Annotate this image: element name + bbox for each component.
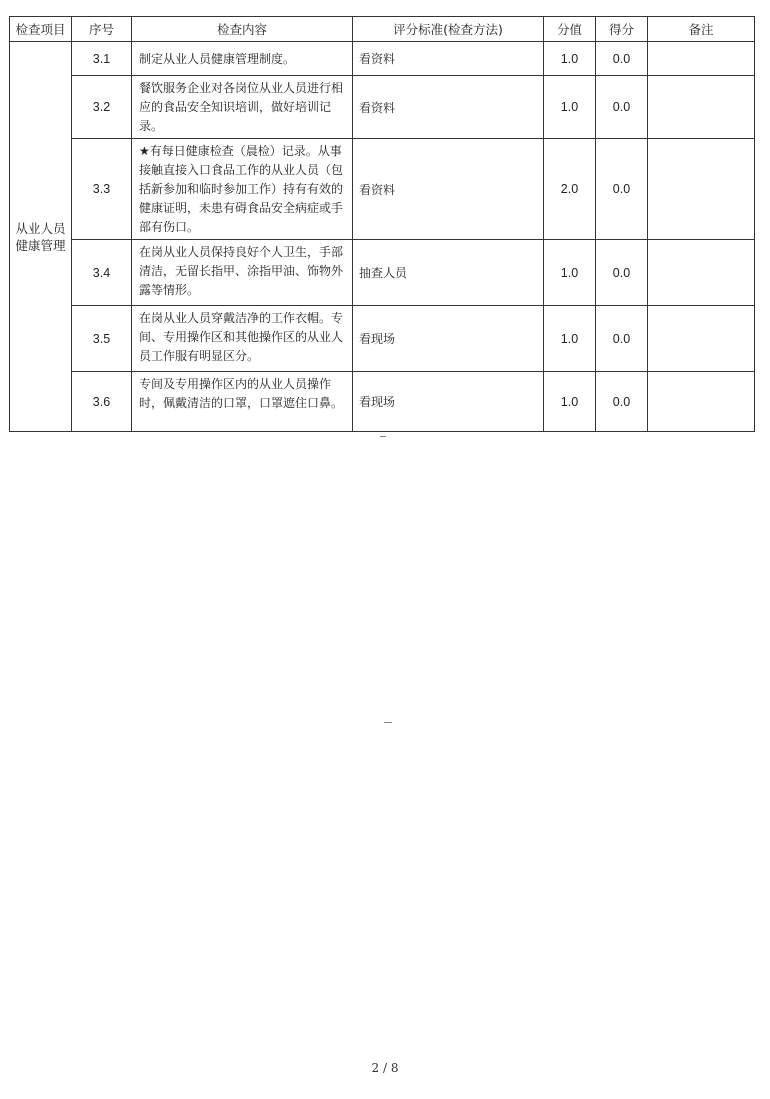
header-row	[10, 17, 755, 42]
row-method: 抽查人员	[353, 240, 544, 306]
row-score: 1.0	[544, 240, 596, 306]
row-content: 制定从业人员健康管理制度。	[132, 42, 353, 76]
row-got: 0.0	[596, 76, 648, 139]
category-line-2: 健康管理	[15, 237, 66, 253]
row-content: ★有每日健康检查（晨检）记录。从事接触直接入口食品工作的从业人员（包括新参加和临时参加工作）持有有效的健康证明，未患有碍食品安全病症或手部有伤口。	[132, 139, 353, 240]
header-note: 备注	[648, 17, 755, 42]
row-got: 0.0	[596, 306, 648, 372]
row-method: 看现场	[353, 372, 544, 432]
row-got: 0.0	[596, 42, 648, 76]
row-content: 在岗从业人员保持良好个人卫生，手部清洁，无留长指甲、涂指甲油、饰物外露等情形。	[132, 240, 353, 306]
row-score: 1.0	[544, 306, 596, 372]
header-category: 检查项目	[10, 17, 72, 42]
row-number: 3.1	[72, 42, 132, 76]
row-content: 餐饮服务企业对各岗位从业人员进行相应的食品安全知识培训，做好培训记录。	[132, 76, 353, 139]
row-score: 2.0	[544, 139, 596, 240]
scan-speck	[380, 436, 386, 437]
inspection-table	[9, 16, 755, 432]
scan-speck	[384, 722, 392, 723]
row-note	[648, 76, 755, 139]
row-score: 1.0	[544, 76, 596, 139]
category-cell	[10, 42, 72, 432]
row-content: 专间及专用操作区内的从业人员操作时，佩戴清洁的口罩，口罩遮住口鼻。	[132, 372, 353, 432]
row-content: 在岗从业人员穿戴洁净的工作衣帽。专间、专用操作区和其他操作区的从业人员工作服有明显区分。	[132, 306, 353, 372]
row-method: 看资料	[353, 76, 544, 139]
row-number: 3.2	[72, 76, 132, 139]
row-note	[648, 306, 755, 372]
row-score: 1.0	[544, 42, 596, 76]
table-row	[10, 76, 755, 139]
row-number: 3.4	[72, 240, 132, 306]
row-number: 3.3	[72, 139, 132, 240]
table-row	[10, 139, 755, 240]
row-got: 0.0	[596, 139, 648, 240]
header-score: 分值	[544, 17, 596, 42]
row-number: 3.5	[72, 306, 132, 372]
header-content: 检查内容	[132, 17, 353, 42]
table-row	[10, 306, 755, 372]
header-method: 评分标准(检查方法)	[353, 17, 544, 42]
row-method: 看资料	[353, 139, 544, 240]
row-note	[648, 139, 755, 240]
row-got: 0.0	[596, 240, 648, 306]
table-row	[10, 240, 755, 306]
row-method: 看现场	[353, 306, 544, 372]
row-score: 1.0	[544, 372, 596, 432]
row-note	[648, 42, 755, 76]
row-got: 0.0	[596, 372, 648, 432]
table-row	[10, 372, 755, 432]
category-line-1: 从业人员	[15, 220, 66, 236]
row-method: 看资料	[353, 42, 544, 76]
row-number: 3.6	[72, 372, 132, 432]
header-got: 得分	[596, 17, 648, 42]
header-number: 序号	[72, 17, 132, 42]
row-note	[648, 240, 755, 306]
table-row	[10, 42, 755, 76]
page-number: 2 / 8	[371, 1061, 399, 1075]
row-note	[648, 372, 755, 432]
